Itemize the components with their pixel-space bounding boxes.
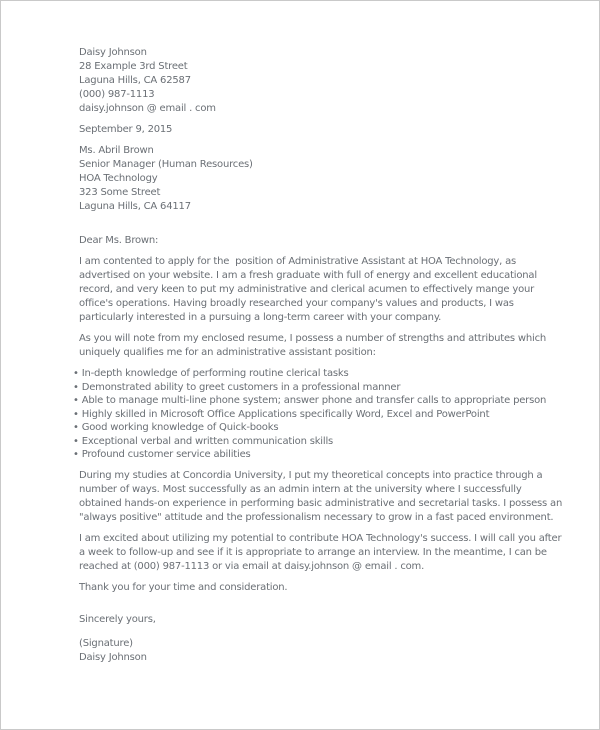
recipient-company: HOA Technology (79, 173, 158, 184)
sender-street: 28 Example 3rd Street (79, 61, 188, 72)
sender-phone: (000) 987-1113 (79, 89, 155, 100)
list-item (73, 408, 565, 422)
body-paragraph-3: During my studies at Concordia University, I put my theoretical concepts into practice through a number of ways. Most successfully as an admin intern at the university where I successfully obtained hands-on experience in performing basic administrative and secretarial tasks. I possess an "always positive" attitude and the professionalism necessary to grow in a fast paced environment. (79, 469, 566, 523)
sender-name: Daisy Johnson (79, 47, 147, 58)
qualifications-list (73, 367, 565, 462)
sender-email: daisy.johnson @ email . com (79, 103, 216, 114)
list-item-text: In-depth knowledge of performing routine clerical tasks (81, 368, 349, 379)
bullet-marker: • (73, 381, 79, 393)
list-item-text: Able to manage multi-line phone system; answer phone and transfer calls to appropriate person (81, 395, 547, 406)
list-item (73, 367, 565, 381)
list-item (73, 448, 565, 462)
letter-date: September 9, 2015 (79, 124, 173, 135)
recipient-street: 323 Some Street (79, 187, 161, 198)
bullet-marker: • (73, 435, 79, 447)
recipient-name: Ms. Abril Brown (79, 145, 154, 156)
body-paragraph-1: I am contented to apply for the position of Administrative Assistant at HOA Technology, as advertised on your website. I am a fresh graduate with full of energy and excellent educational record, and very keen to put my administrative and clerical acumen to effectively mange your office's operations. Having broadly researched your company's values and products, I was particularly interested in a pursuing a long-term career with your company. (79, 256, 540, 323)
thanks-line: Thank you for your time and consideration. (79, 581, 288, 593)
signature-placeholder: (Signature) (79, 637, 133, 649)
recipient-title: Senior Manager (Human Resources) (79, 159, 253, 170)
bullet-marker: • (73, 422, 79, 433)
valediction: Sincerely yours, (79, 613, 156, 625)
list-item-text: Good working knowledge of Quick-books (81, 422, 279, 433)
list-item (73, 394, 565, 408)
list-item-text: Exceptional verbal and written communication skills (81, 435, 334, 447)
sender-city-state-zip: Laguna Hills, CA 62587 (79, 75, 191, 86)
bullet-marker: • (73, 449, 79, 460)
recipient-city-state-zip: Laguna Hills, CA 64117 (79, 201, 191, 212)
bullet-marker: • (73, 368, 79, 379)
signed-name: Daisy Johnson (79, 651, 147, 663)
body-paragraph-2: As you will note from my enclosed resume, I possess a number of strengths and attributes which uniquely qualifies me for an administrative assistant position: (79, 333, 550, 358)
list-item-text: Demonstrated ability to greet customers in a professional manner (81, 381, 401, 393)
salutation: Dear Ms. Brown: (79, 235, 159, 246)
list-item-text: Profound customer service abilities (81, 449, 251, 460)
list-item (73, 421, 565, 435)
list-item (73, 381, 565, 395)
bullet-marker: • (73, 395, 79, 406)
list-item (73, 435, 565, 449)
sender-address-block (79, 46, 565, 116)
letter-content (1, 1, 599, 685)
bullet-marker: • (73, 408, 79, 420)
recipient-address-block (79, 144, 565, 214)
signature-block (79, 637, 565, 665)
list-item-text: Highly skilled in Microsoft Office Applications specifically Word, Excel and PowerPoint (81, 408, 490, 420)
body-paragraph-4: I am excited about utilizing my potential to contribute HOA Technology's success. I will call you after a week to follow-up and see if it is appropriate to arrange an interview. In the meantime, I can be reached at (000) 987-1113 or via email at daisy.johnson @ email . com. (79, 532, 565, 572)
